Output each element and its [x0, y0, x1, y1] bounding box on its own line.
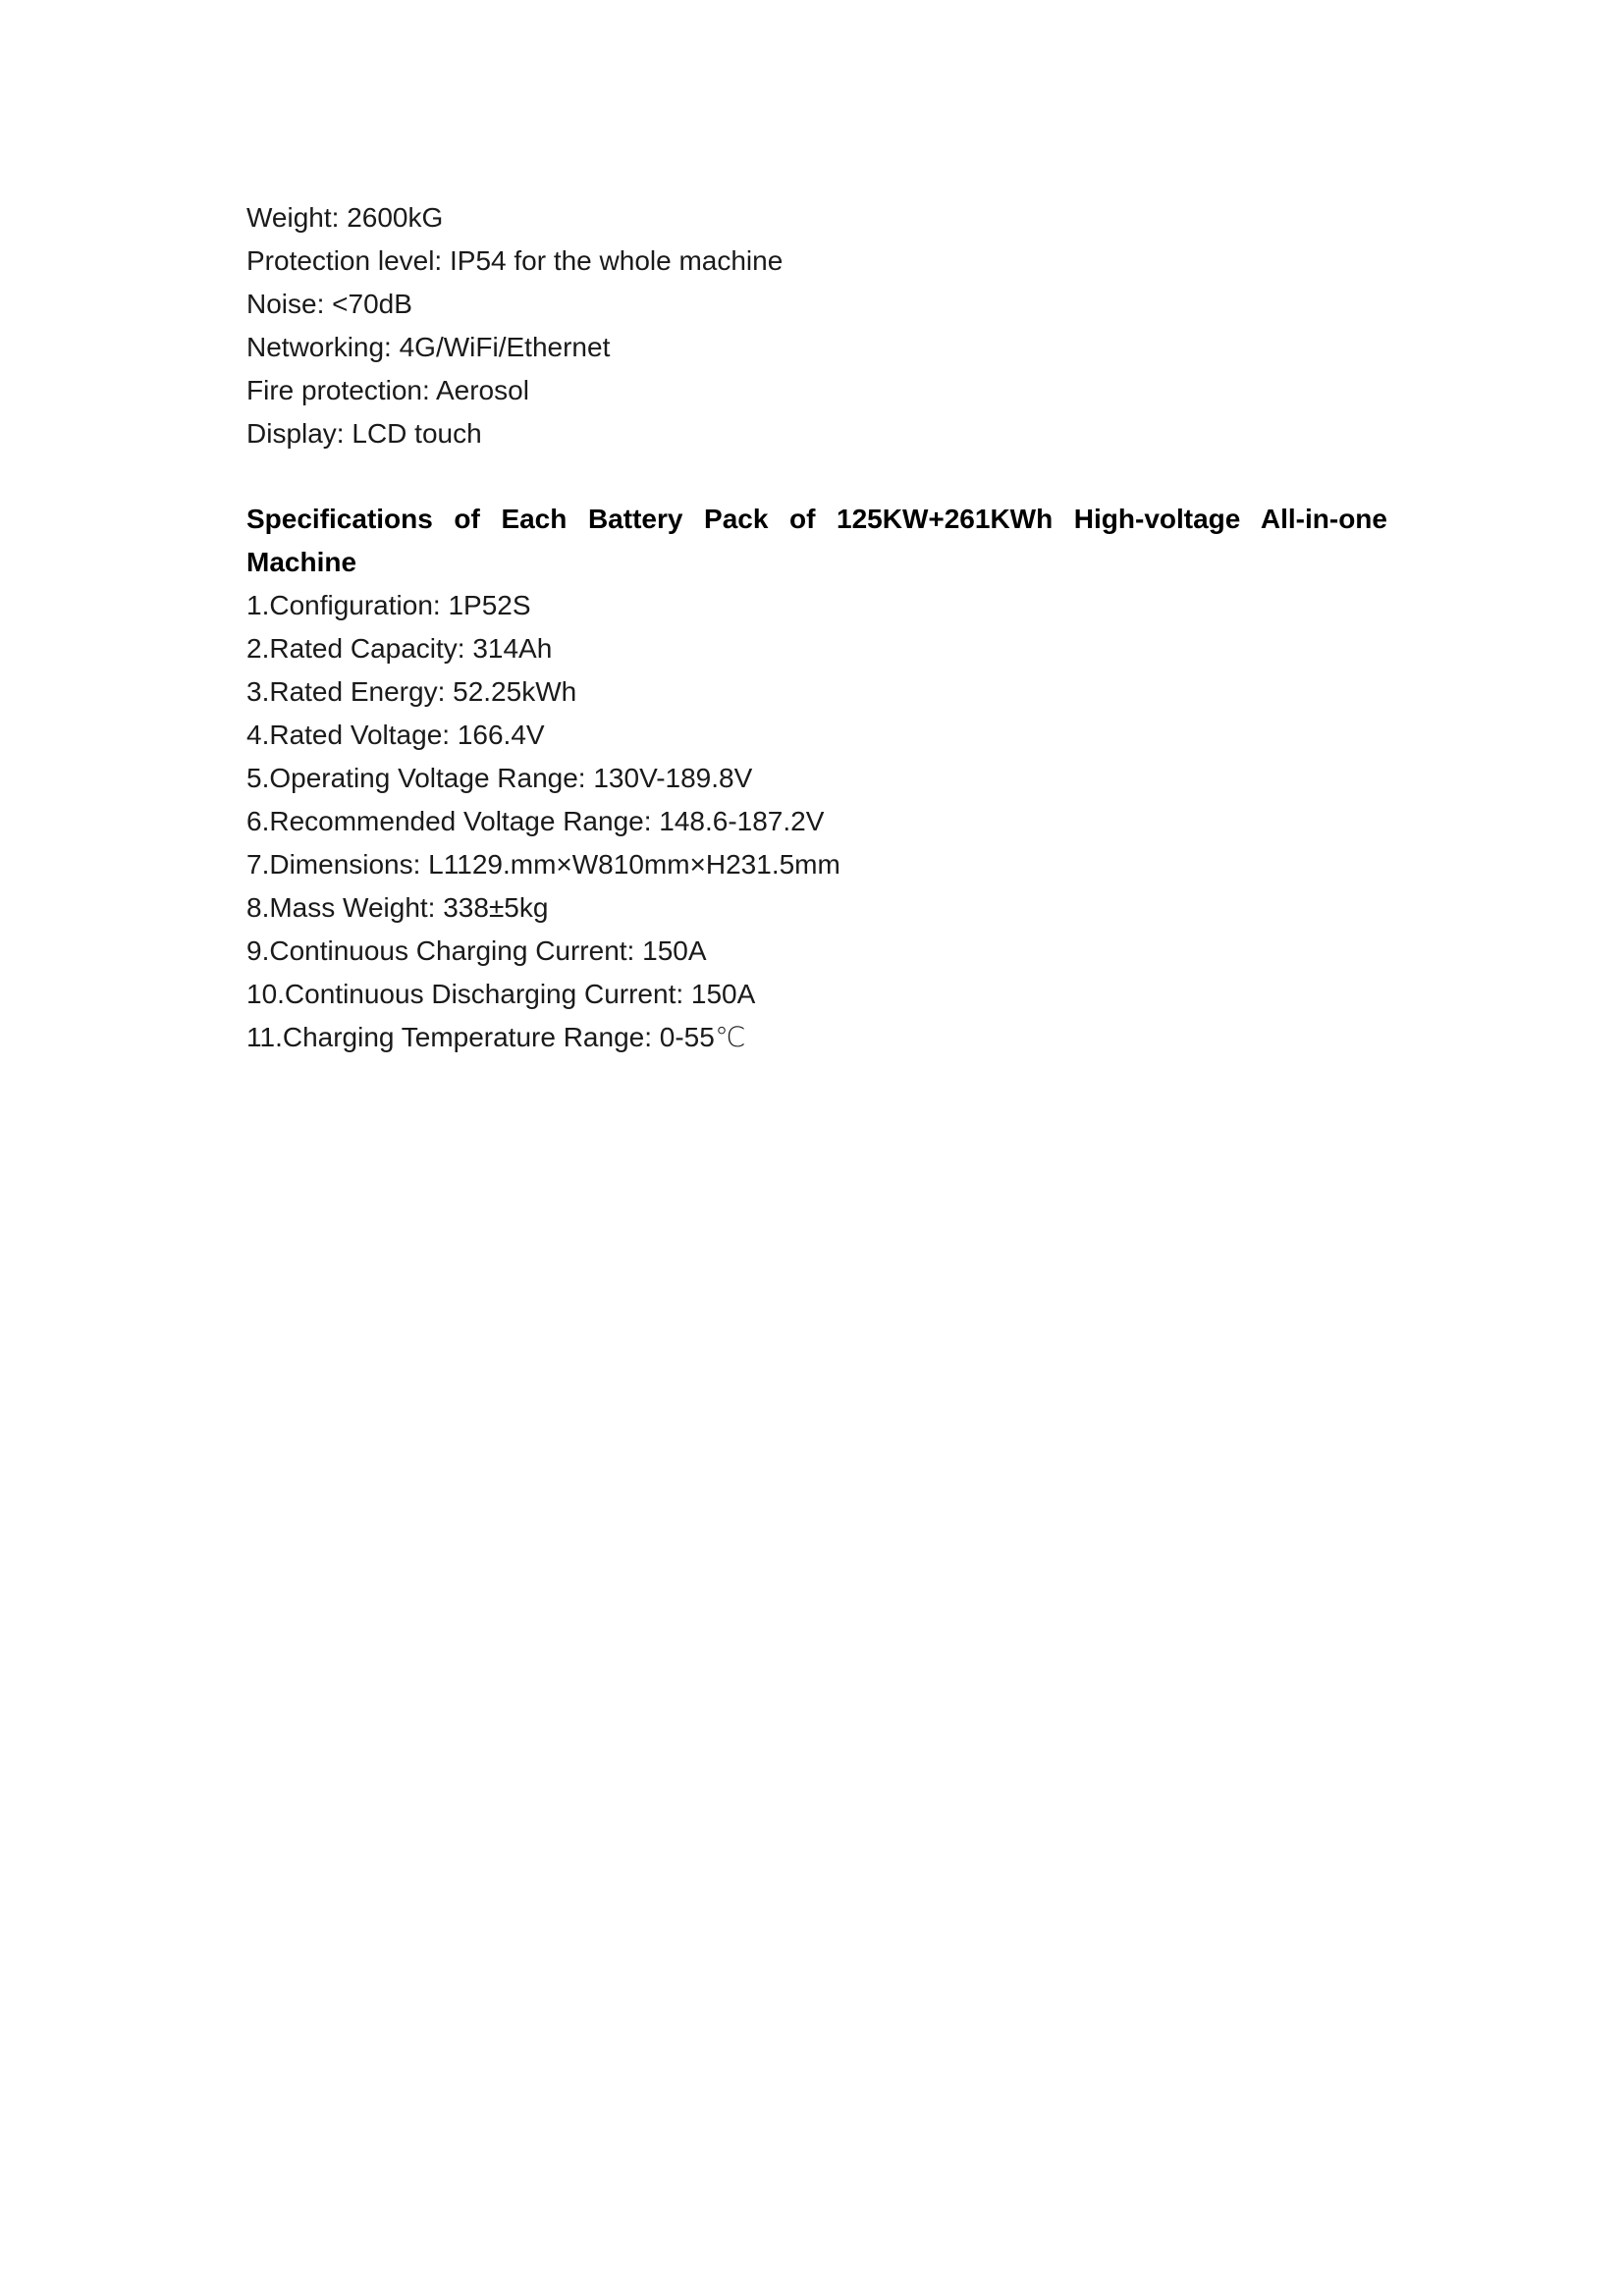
spec-noise: Noise: <70dB: [246, 289, 412, 319]
spec-display: Display: LCD touch: [246, 418, 482, 449]
spec-protection-level: Protection level: IP54 for the whole machine: [246, 245, 784, 276]
battery-spec-rated-capacity: 2.Rated Capacity: 314Ah: [246, 633, 553, 664]
spec-fire-protection: Fire protection: Aerosol: [246, 375, 529, 405]
battery-spec-discharging-current: 10.Continuous Discharging Current: 150A: [246, 979, 756, 1009]
page-content: [246, 196, 1387, 1059]
battery-spec-configuration: 1.Configuration: 1P52S: [246, 590, 531, 620]
battery-spec-recommended-voltage: 6.Recommended Voltage Range: 148.6-187.2V: [246, 806, 825, 836]
battery-spec-mass-weight: 8.Mass Weight: 338±5kg: [246, 892, 549, 923]
battery-spec-charging-current: 9.Continuous Charging Current: 150A: [246, 935, 707, 966]
battery-spec-operating-voltage: 5.Operating Voltage Range: 130V-189.8V: [246, 763, 753, 793]
spec-networking: Networking: 4G/WiFi/Ethernet: [246, 332, 611, 362]
machine-spec-list: [246, 196, 1387, 455]
battery-spec-rated-voltage: 4.Rated Voltage: 166.4V: [246, 720, 545, 750]
battery-spec-charging-temperature: 11.Charging Temperature Range: 0-55℃: [246, 1022, 746, 1052]
battery-section-heading: Specifications of Each Battery Pack of 125KW+261KWh High-voltage All-in-one Machine: [246, 504, 1387, 577]
battery-spec-rated-energy: 3.Rated Energy: 52.25kWh: [246, 676, 577, 707]
battery-spec-dimensions: 7.Dimensions: L1129.mm×W810mm×H231.5mm: [246, 849, 840, 880]
spec-weight: Weight: 2600kG: [246, 202, 444, 233]
battery-spec-list: [246, 584, 1387, 1059]
